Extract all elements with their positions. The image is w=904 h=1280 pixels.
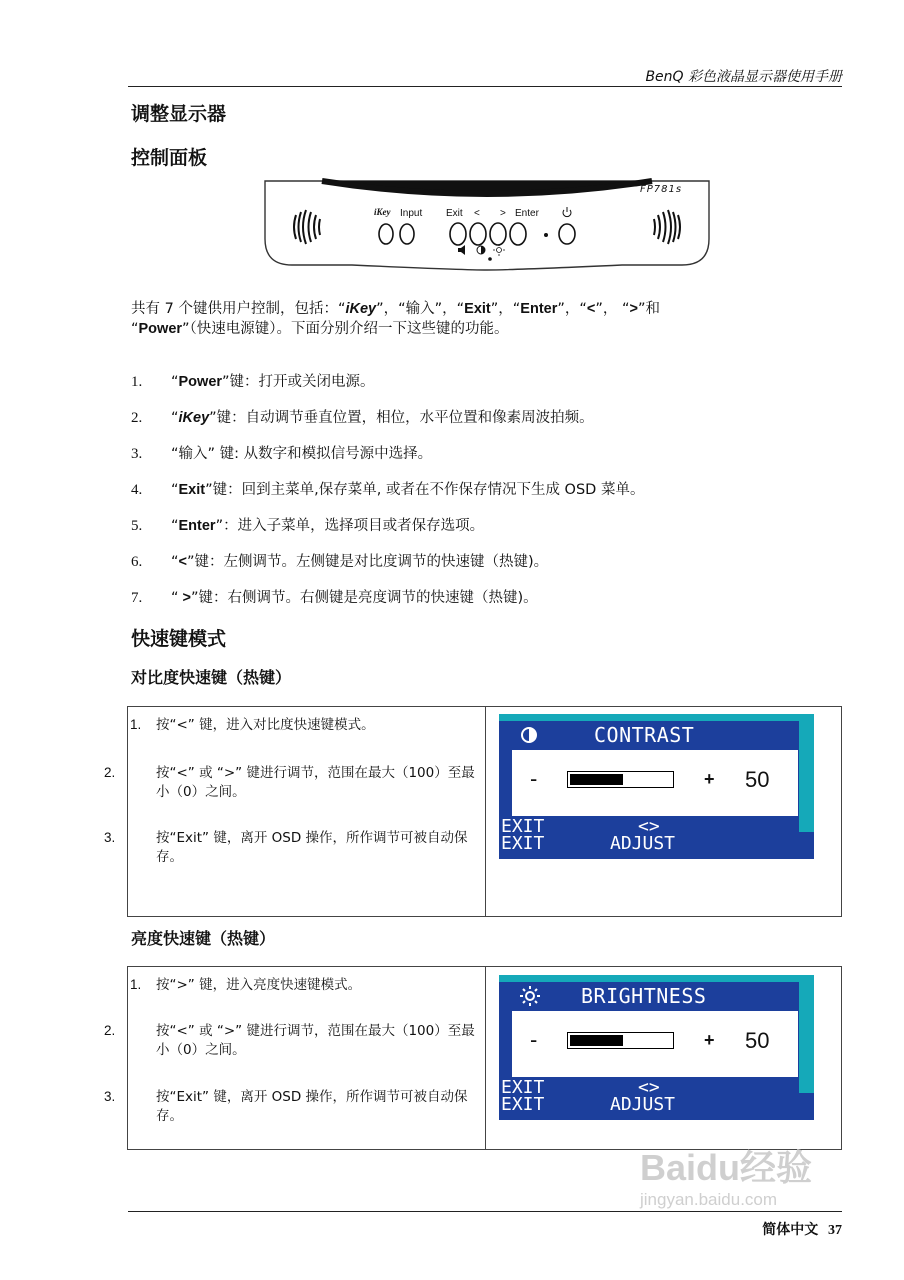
list-item: 3. “输入” 键: 从数字和模拟信号源中选择。 — [131, 446, 433, 462]
right-button[interactable] — [490, 223, 506, 245]
minus-sign: - — [530, 1027, 538, 1052]
brightness-icon — [519, 985, 541, 1007]
list-item: 1. 按“<” 键，进入对比度快速键模式。 — [130, 717, 375, 733]
header-rule — [128, 86, 842, 87]
list-item: 6. “<”键：左侧调节。左侧键是对比度调节的快速键（热键)。 — [131, 554, 549, 570]
section-title-brightness-hotkey: 亮度快速键（热键） — [131, 929, 276, 948]
brightness-osd-cell — [486, 967, 841, 1149]
list-item: 3. 按“Exit” 键，离开 OSD 操作，所作调节可被自动保存。 — [104, 830, 468, 865]
list-item: 2. 按“<” 或 “>” 键进行调节，范围在最大（100）至最小（0）之间。 — [104, 1023, 475, 1058]
contrast-icon — [477, 246, 485, 254]
brightness-osd-screen — [499, 975, 814, 1120]
brightness-slider[interactable] — [567, 1032, 674, 1049]
osd-exit-label: EXIT EXIT — [501, 816, 545, 854]
list-item: 3. 按“Exit” 键，离开 OSD 操作，所作调节可被自动保存。 — [104, 1089, 468, 1124]
contrast-osd-screen — [499, 714, 814, 859]
list-item: 1. 按“>” 键，进入亮度快速键模式。 — [130, 977, 362, 993]
minus-sign: - — [530, 766, 538, 791]
watermark-logo: Baidu经验 — [640, 1147, 813, 1188]
intro-line-2: “Power”（快速电源键）。下面分别介绍一下这些键的功能。 — [131, 321, 509, 337]
osd-adjust-label: <> ADJUST — [610, 816, 676, 854]
page-number: 37 — [828, 1223, 842, 1238]
slider-fill — [570, 774, 623, 785]
contrast-table — [104, 706, 842, 917]
exit-button[interactable] — [450, 223, 466, 245]
input-button[interactable] — [400, 224, 414, 244]
osd-title: BRIGHTNESS — [581, 984, 707, 1008]
model-label: FP781s — [640, 184, 683, 195]
ikey-button[interactable] — [379, 224, 393, 244]
list-item: 1. “Power”键：打开或关闭电源。 — [131, 374, 375, 390]
page-footer: 简体中文 37 — [762, 1222, 842, 1238]
contrast-osd-cell — [486, 707, 841, 916]
list-item: 4. “Exit”键：回到主菜单,保存菜单, 或者在不作保存情况下生成 OSD 菜单。 — [131, 482, 645, 498]
intro-paragraph — [131, 299, 843, 339]
osd-adjust-panel — [512, 750, 798, 816]
right-label: > — [500, 208, 506, 219]
plus-sign: + — [704, 769, 715, 789]
plus-sign: + — [704, 1030, 715, 1050]
section-title-hotkey: 快速键模式 — [131, 628, 227, 650]
osd-title-bar — [499, 722, 799, 748]
osd-adjust-label: <> ADJUST — [610, 1077, 676, 1115]
list-item: 5. “Enter”：进入子菜单，选择项目或者保存选项。 — [131, 518, 485, 534]
list-item: 2. “iKey”键：自动调节垂直位置，相位，水平位置和像素周波拍频。 — [131, 410, 594, 426]
contrast-value: 50 — [745, 767, 770, 792]
ikey-label: iKey — [374, 207, 391, 217]
power-button[interactable] — [559, 224, 575, 244]
slider-fill — [570, 1035, 623, 1046]
power-led — [544, 233, 548, 237]
section-title-adjust: 调整显示器 — [131, 103, 227, 125]
osd-adjust-panel — [512, 1011, 798, 1077]
input-label: Input — [400, 208, 423, 219]
running-header: BenQ 彩色液晶显示器使用手册 — [645, 69, 842, 85]
intro-line-1: 共有 7 个键供用户控制，包括：“iKey”，“输入”，“Exit”，“Enter”，“<”， “>”和 — [131, 301, 660, 317]
brightness-table — [104, 966, 842, 1150]
osd-title: CONTRAST — [594, 723, 695, 747]
list-item: 2. 按“<” 或 “>” 键进行调节，范围在最大（100）至最小（0）之间。 — [104, 765, 475, 800]
osd-frame — [499, 714, 814, 721]
list-item: 7. “ >”键：右侧调节。右侧键是亮度调节的快速键（热键)。 — [131, 590, 538, 606]
contrast-steps-cell — [104, 707, 486, 916]
exit-label: Exit — [446, 208, 463, 219]
osd-exit-label: EXIT EXIT — [501, 1077, 545, 1115]
footer-rule — [128, 1211, 842, 1212]
enter-label: Enter — [515, 208, 539, 219]
indicator-dot — [488, 257, 492, 261]
brightness-value: 50 — [745, 1028, 770, 1053]
osd-frame — [499, 975, 814, 982]
section-title-contrast-hotkey: 对比度快速键（热键） — [131, 668, 292, 687]
left-button[interactable] — [470, 223, 486, 245]
section-title-control-panel: 控制面板 — [131, 147, 208, 169]
osd-frame — [799, 714, 814, 832]
brightness-steps-cell — [104, 967, 486, 1149]
enter-button[interactable] — [510, 223, 526, 245]
left-label: < — [474, 208, 480, 219]
watermark-url: jingyan.baidu.com — [640, 1190, 778, 1209]
contrast-slider[interactable] — [567, 771, 674, 788]
control-panel-illustration — [262, 177, 712, 271]
contrast-icon — [519, 724, 539, 744]
osd-frame — [799, 975, 814, 1093]
osd-title-bar — [499, 983, 799, 1009]
